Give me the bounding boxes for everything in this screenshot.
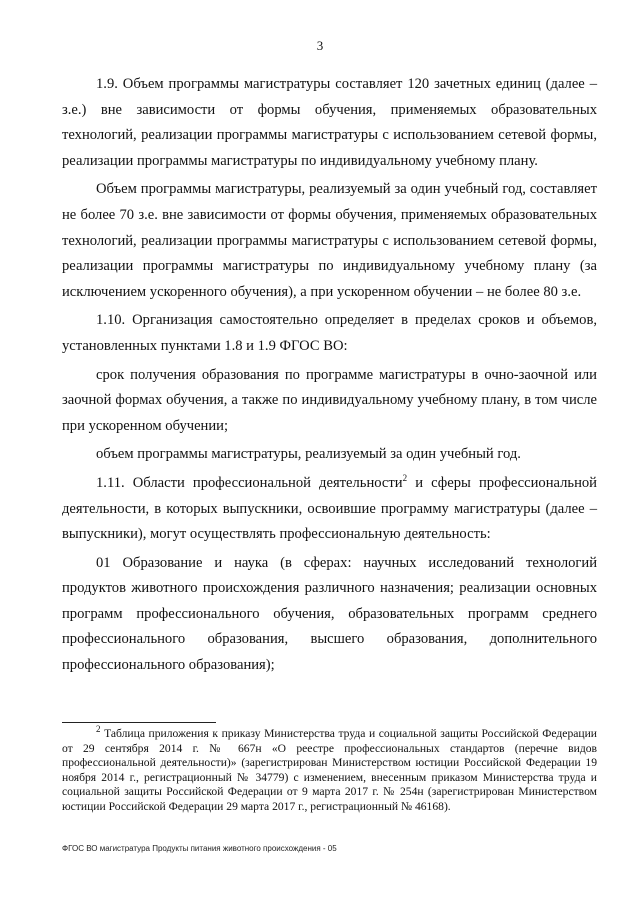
footnote-text: Таблица приложения к приказу Министерства труда и социальной защиты Российской Федерации от 29 сентября 2014 г. № 667н «О реестре профессиональных стандартов (перечне видов профессиональной деятельности)» (зарегистрирован Министерством юстиции Российской Федерации 19 ноября 2014 г., регистрационный № 34779) с изменением, внесенным приказом Министерства труда и социальной защиты Российской Федерации от 9 марта 2017 г. № 254н (зарегистрирован Министерством юстиции Российской Федерации 29 марта 2017 г., регистрационный № 46168).: [62, 727, 597, 813]
footnote: [62, 724, 597, 815]
paragraph-annual-volume: Объем программы магистратуры, реализуемый за один учебный год, составляет не более 70 з.е. вне зависимости от формы обучения, применяемых образовательных технологий, реализации программы магистратуры с использованием сетевой формы, реализации программы магистратуры по индивидуальному учебному плану (за исключением ускоренного обучения), а при ускоренном обучении – не более 80 з.е.: [62, 181, 597, 300]
footnote-reference: 2: [402, 473, 408, 484]
paragraph-annual-program-volume: объем программы магистратуры, реализуемый за один учебный год.: [96, 446, 521, 463]
footnote-marker: 2: [96, 724, 101, 735]
paragraph-1-11-rest: и сферы профессиональной деятельности, в которых выпускники, освоившие программу магистратуры (далее – выпускники), могут осуществлять профессиональную деятельность:: [62, 474, 597, 543]
page-footer: ФГОС ВО магистратура Продукты питания животного происхождения - 05: [62, 844, 337, 853]
paragraph-1-11: [62, 471, 597, 548]
footnote-divider: [62, 722, 216, 723]
paragraph-education-science: 01 Образование и наука (в сферах: научных исследований технологий продуктов животного происхождения различного назначения; реализации основных программ профессионального обучения, образовательных программ среднего профессионального образования, высшего образования, дополнительного профессионального образования);: [62, 554, 597, 674]
page-number: 3: [316, 38, 324, 53]
paragraph-1-9: 1.9. Объем программы магистратуры составляет 120 зачетных единиц (далее – з.е.) вне зависимости от формы обучения, применяемых образовательных технологий, реализации программы магистратуры с использованием сетевой формы, реализации программы магистратуры по индивидуальному учебному плану.: [62, 76, 597, 169]
document-body: [62, 72, 597, 679]
paragraph-study-period: срок получения образования по программе магистратуры в очно-заочной или заочной формах обучения, а также по индивидуальному учебному плану, в том числе при ускоренном обучении;: [62, 366, 597, 434]
paragraph-1-10: 1.10. Организация самостоятельно определяет в пределах сроков и объемов, установленных пунктами 1.8 и 1.9 ФГОС ВО:: [62, 312, 597, 354]
paragraph-1-11-lead: 1.11. Области профессиональной деятельности: [96, 474, 403, 491]
